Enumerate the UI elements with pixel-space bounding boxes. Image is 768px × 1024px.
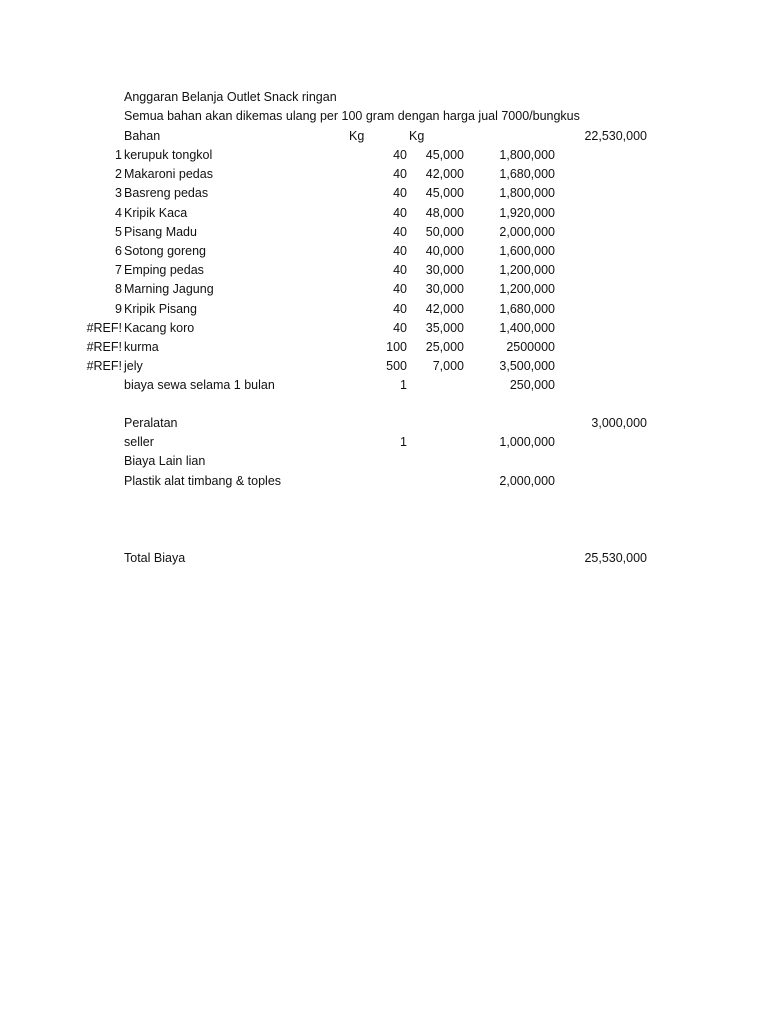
plastic-row <box>0 472 768 491</box>
sheet-title: Anggaran Belanja Outlet Snack ringan <box>124 90 337 104</box>
item-kg: 40 <box>393 320 407 335</box>
item-price: 7,000 <box>432 359 464 374</box>
item-row <box>0 338 768 357</box>
plastic-total: 2,000,000 <box>499 474 555 488</box>
rent-label: biaya sewa selama 1 bulan <box>124 378 275 392</box>
item-price: 35,000 <box>425 320 464 335</box>
item-price: 40,000 <box>425 244 464 258</box>
header-kg-1: Kg <box>349 129 365 143</box>
item-name: kerupuk tongkol <box>124 148 213 162</box>
item-total: 1,680,000 <box>499 167 555 182</box>
item-kg: 40 <box>393 282 407 297</box>
item-name: kurma <box>124 340 159 354</box>
item-kg: 40 <box>393 186 407 201</box>
item-kg: 500 <box>386 359 407 374</box>
sheet-subtitle: Semua bahan akan dikemas ulang per 100 gram dengan harga jual 7000/bungkus <box>124 109 580 123</box>
equipment-label: Peralatan <box>124 416 178 430</box>
equipment-grand-total: 3,000,000 <box>591 416 647 430</box>
rent-total: 250,000 <box>509 378 555 392</box>
item-row <box>0 223 768 242</box>
item-price: 42,000 <box>425 167 464 182</box>
item-kg: 40 <box>393 148 407 162</box>
item-number: 8 <box>115 282 122 297</box>
item-price: 48,000 <box>425 205 464 220</box>
item-total: 1,200,000 <box>499 263 555 278</box>
item-kg: 40 <box>393 224 407 239</box>
item-total: 1,680,000 <box>499 301 555 316</box>
seller-row <box>0 433 768 452</box>
item-row <box>0 261 768 280</box>
item-total: 2,000,000 <box>499 224 555 239</box>
rent-qty: 1 <box>400 378 407 392</box>
item-price: 45,000 <box>425 148 464 162</box>
item-number: #REF! <box>86 359 122 374</box>
item-total: 1,400,000 <box>499 320 555 335</box>
item-name: Marning Jagung <box>124 282 214 297</box>
item-number: 4 <box>115 205 122 220</box>
total-row <box>0 549 768 568</box>
item-number: 5 <box>115 224 122 239</box>
item-price: 30,000 <box>425 282 464 297</box>
item-name: Kripik Kaca <box>124 205 188 220</box>
subtitle-row <box>0 107 768 126</box>
other-costs-row <box>0 452 768 471</box>
item-price: 30,000 <box>425 263 464 278</box>
item-number: 7 <box>115 263 122 278</box>
item-name: jely <box>124 359 143 374</box>
item-total: 2500000 <box>506 340 555 354</box>
item-price: 45,000 <box>425 186 464 201</box>
item-number: 9 <box>115 301 122 316</box>
other-costs-label: Biaya Lain lian <box>124 454 206 468</box>
item-row <box>0 300 768 319</box>
rent-row <box>0 376 768 395</box>
item-total: 1,800,000 <box>499 186 555 201</box>
item-kg: 40 <box>393 301 407 316</box>
title-row <box>0 88 768 107</box>
seller-total: 1,000,000 <box>499 435 555 449</box>
equipment-row <box>0 414 768 433</box>
plastic-label: Plastik alat timbang & toples <box>124 474 282 488</box>
item-total: 3,500,000 <box>499 359 555 374</box>
item-kg: 100 <box>386 340 407 354</box>
item-number: 6 <box>115 244 122 258</box>
item-row <box>0 165 768 184</box>
item-name: Basreng pedas <box>124 186 209 201</box>
item-name: Pisang Madu <box>124 224 197 239</box>
item-kg: 40 <box>393 205 407 220</box>
item-row <box>0 357 768 376</box>
item-name: Emping pedas <box>124 263 204 278</box>
item-number: 2 <box>115 167 122 182</box>
item-row <box>0 204 768 223</box>
total-label: Total Biaya <box>124 551 186 565</box>
item-row <box>0 319 768 338</box>
item-row <box>0 280 768 299</box>
item-kg: 40 <box>393 244 407 258</box>
item-kg: 40 <box>393 167 407 182</box>
item-total: 1,920,000 <box>499 205 555 220</box>
item-total: 1,600,000 <box>499 244 555 258</box>
total-cost-value: 25,530,000 <box>584 551 647 565</box>
item-number: #REF! <box>86 320 122 335</box>
header-label: Bahan <box>124 129 161 143</box>
item-name: Sotong goreng <box>124 244 207 258</box>
header-row <box>0 127 768 146</box>
item-row <box>0 146 768 165</box>
item-name: Kripik Pisang <box>124 301 197 316</box>
item-row <box>0 242 768 261</box>
item-row <box>0 184 768 203</box>
item-total: 1,200,000 <box>499 282 555 297</box>
item-number: 1 <box>115 148 122 162</box>
seller-label: seller <box>124 435 154 449</box>
item-price: 25,000 <box>425 340 464 354</box>
item-total: 1,800,000 <box>499 148 555 162</box>
item-number: 3 <box>115 186 122 201</box>
item-name: Kacang koro <box>124 320 195 335</box>
materials-grand-total: 22,530,000 <box>584 129 647 143</box>
item-number: #REF! <box>86 340 122 354</box>
item-kg: 40 <box>393 263 407 278</box>
item-name: Makaroni pedas <box>124 167 213 182</box>
item-price: 50,000 <box>425 224 464 239</box>
header-kg-2: Kg <box>409 129 425 143</box>
item-price: 42,000 <box>425 301 464 316</box>
seller-qty: 1 <box>400 435 407 449</box>
